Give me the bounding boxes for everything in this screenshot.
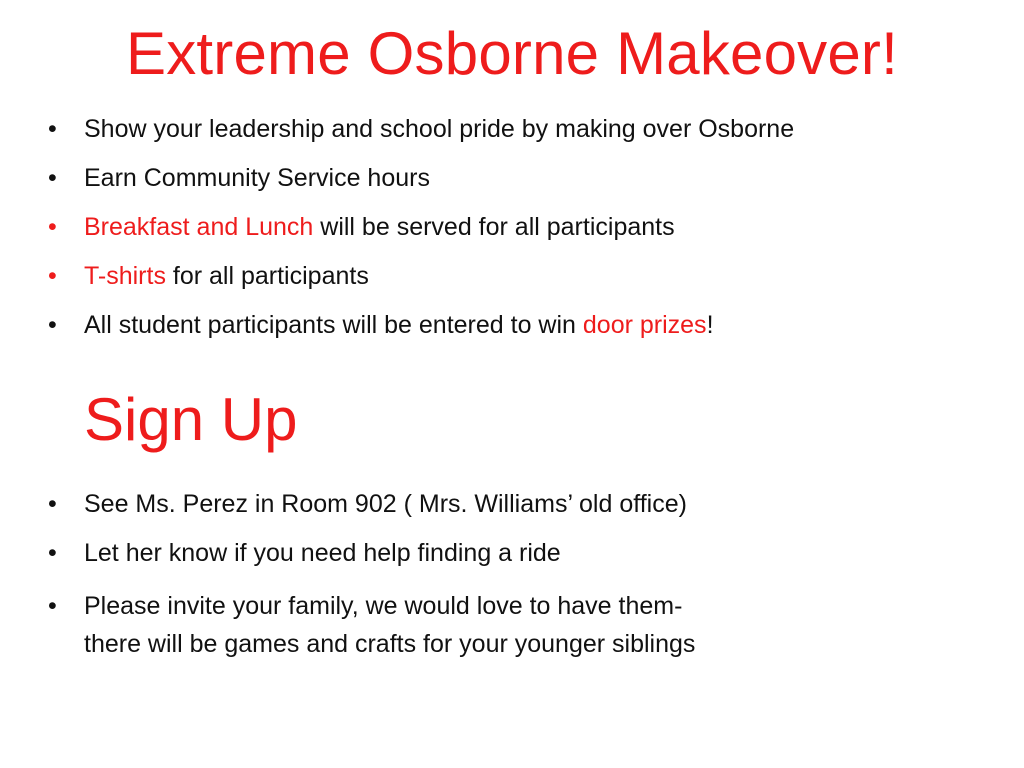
bullet-text: Let her know if you need help finding a ride [84,539,561,567]
bullet-text: All student participants will be entered to win [84,311,583,339]
bullet-text-line-1: • Please invite your family, we would love to have them- [84,592,683,620]
list-item [48,163,794,193]
highlight-text: Breakfast and Lunch [84,213,314,241]
bullet-text: for all participants [165,262,369,290]
sign-up-list [48,489,695,682]
list-item [48,114,794,144]
list-item [48,489,695,519]
list-item [48,212,794,242]
bullet-text: Show your leadership and school pride by making over Osborne [84,115,795,143]
bullet-text: Earn Community Service hours [84,164,430,192]
list-item [48,538,695,568]
benefits-list [48,114,794,359]
highlight-text: door prizes [582,311,707,339]
sign-up-heading: Sign Up [84,386,298,453]
bullet-text: See Ms. Perez in Room 902 ( Mrs. Williams’ old office) [84,490,687,518]
list-item [48,310,794,340]
list-item [48,261,794,291]
highlight-text: T-shirts [84,262,166,290]
list-item [48,587,695,663]
bullet-text-line-2: there will be games and crafts for your younger siblings [84,630,696,658]
slide-title: Extreme Osborne Makeover! [126,20,898,87]
bullet-text: will be served for all participants [313,213,675,241]
bullet-text: ! [706,311,714,339]
